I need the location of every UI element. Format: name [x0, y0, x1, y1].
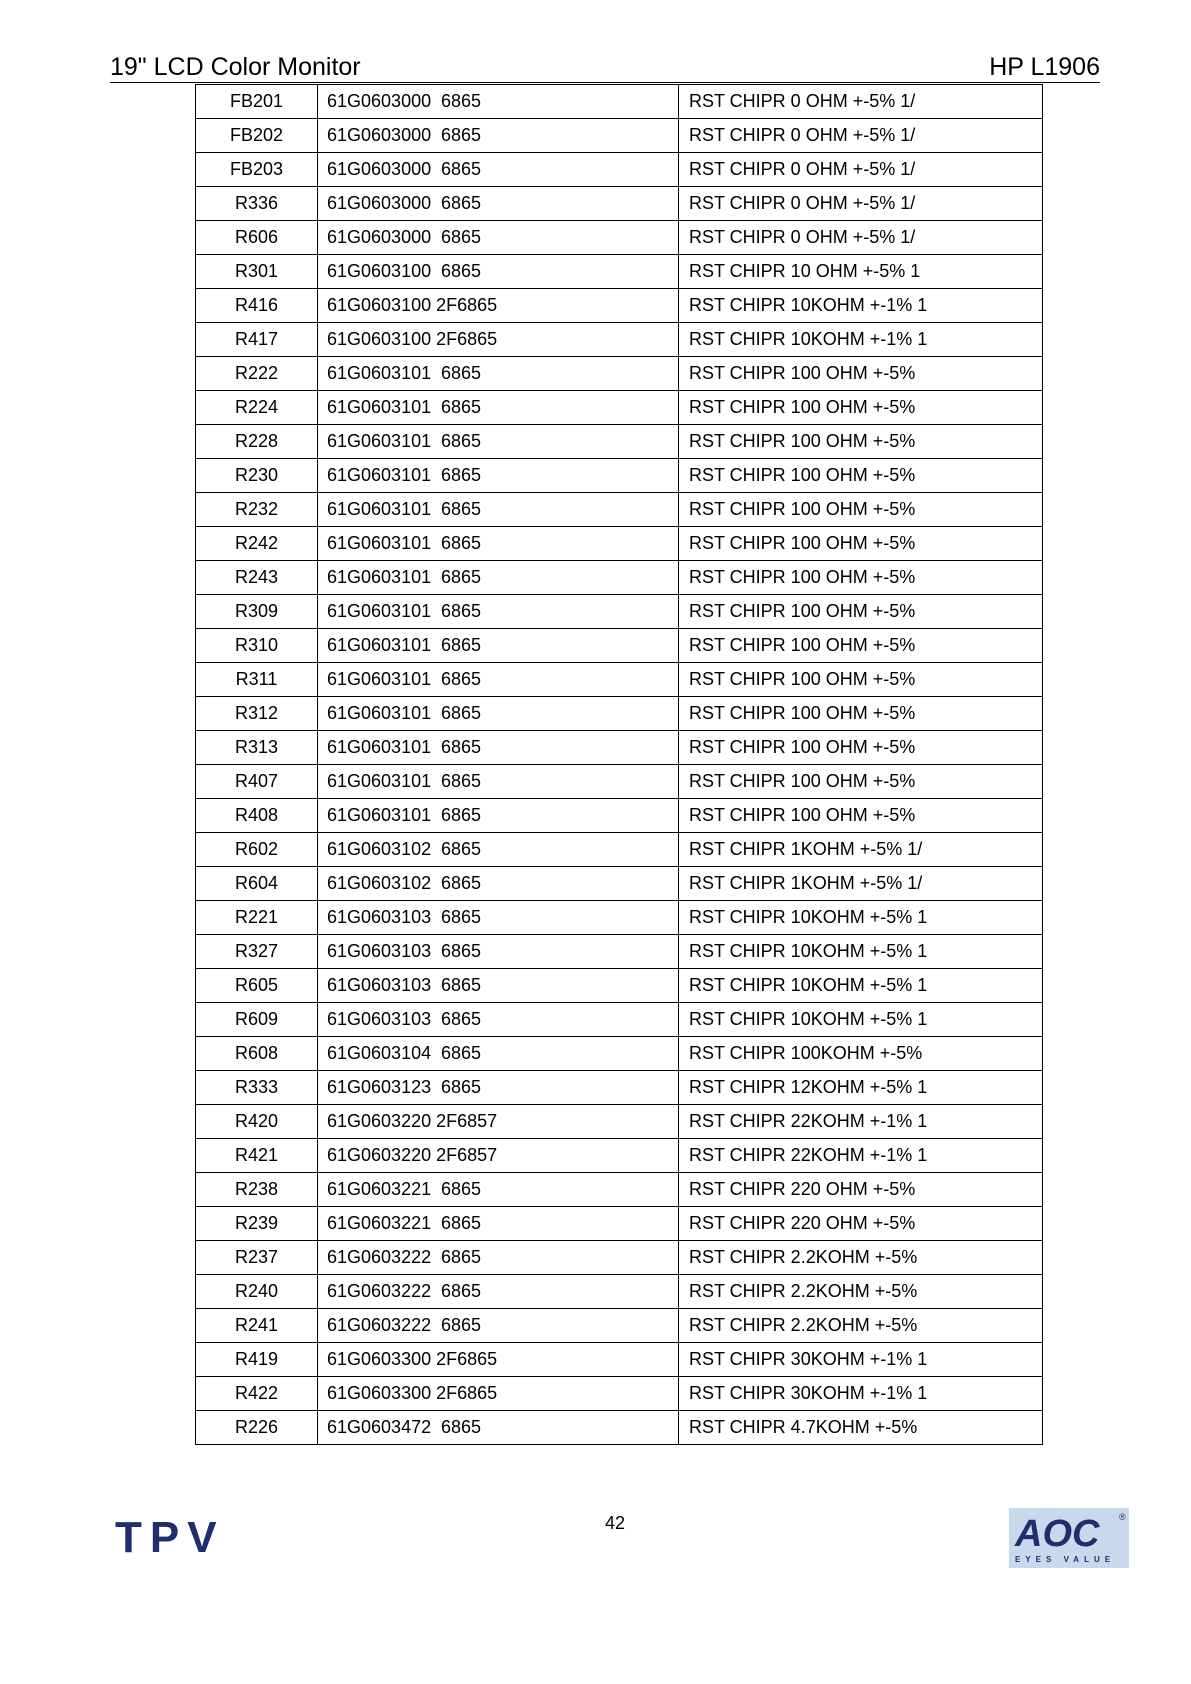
- part-number: 61G0603472: [327, 1417, 432, 1437]
- reference-cell: R224: [196, 391, 318, 425]
- description-cell: RST CHIPR 0 OHM +-5% 1/: [679, 85, 1043, 119]
- reference-cell: R333: [196, 1071, 318, 1105]
- description-cell: RST CHIPR 10KOHM +-5% 1: [679, 969, 1043, 1003]
- reference-cell: R606: [196, 221, 318, 255]
- part-number: 61G0603101: [327, 805, 432, 825]
- part-suffix: 6865: [441, 499, 482, 519]
- table-row: [196, 527, 1043, 561]
- part-suffix: 6865: [441, 1179, 482, 1199]
- reference-cell: R602: [196, 833, 318, 867]
- table-row: [196, 1003, 1043, 1037]
- description-cell: RST CHIPR 220 OHM +-5%: [679, 1207, 1043, 1241]
- part-number-cell: [318, 493, 679, 527]
- table-row: [196, 765, 1043, 799]
- reference-cell: R604: [196, 867, 318, 901]
- description-cell: RST CHIPR 100 OHM +-5%: [679, 731, 1043, 765]
- part-number-cell: [318, 765, 679, 799]
- part-number: 61G0603102: [327, 873, 432, 893]
- table-row: [196, 1275, 1043, 1309]
- part-suffix: 6865: [441, 1213, 482, 1233]
- reference-cell: R228: [196, 425, 318, 459]
- part-suffix: 6865: [441, 91, 482, 111]
- description-cell: RST CHIPR 10KOHM +-5% 1: [679, 1003, 1043, 1037]
- reference-cell: R239: [196, 1207, 318, 1241]
- part-number: 61G0603101: [327, 567, 432, 587]
- part-number-cell: [318, 1139, 679, 1173]
- table-row: [196, 119, 1043, 153]
- part-number: 61G0603100 2F6865: [327, 329, 498, 349]
- part-number: 61G0603000: [327, 193, 432, 213]
- part-number-cell: [318, 391, 679, 425]
- description-cell: RST CHIPR 10 OHM +-5% 1: [679, 255, 1043, 289]
- part-suffix: 6865: [441, 1247, 482, 1267]
- part-suffix: 6865: [441, 975, 482, 995]
- part-number: 61G0603101: [327, 499, 432, 519]
- part-number-cell: [318, 425, 679, 459]
- description-cell: RST CHIPR 100KOHM +-5%: [679, 1037, 1043, 1071]
- part-number: 61G0603101: [327, 397, 432, 417]
- table-row: [196, 1037, 1043, 1071]
- part-number: 61G0603102: [327, 839, 432, 859]
- description-cell: RST CHIPR 220 OHM +-5%: [679, 1173, 1043, 1207]
- table-row: [196, 221, 1043, 255]
- description-cell: RST CHIPR 10KOHM +-1% 1: [679, 323, 1043, 357]
- table-row: [196, 697, 1043, 731]
- table-row: [196, 629, 1043, 663]
- part-suffix: 6865: [441, 771, 482, 791]
- aoc-logo: [1009, 1508, 1129, 1568]
- table-row: [196, 153, 1043, 187]
- description-cell: RST CHIPR 30KOHM +-1% 1: [679, 1377, 1043, 1411]
- reference-cell: R605: [196, 969, 318, 1003]
- part-number-cell: [318, 187, 679, 221]
- reference-cell: R240: [196, 1275, 318, 1309]
- table-row: [196, 1105, 1043, 1139]
- part-suffix: 6865: [441, 907, 482, 927]
- reference-cell: R309: [196, 595, 318, 629]
- part-number: 61G0603101: [327, 431, 432, 451]
- table-row: [196, 1309, 1043, 1343]
- page-header: [110, 52, 1100, 83]
- part-number: 61G0603222: [327, 1281, 432, 1301]
- part-number: 61G0603101: [327, 703, 432, 723]
- table-row: [196, 357, 1043, 391]
- part-number-cell: [318, 1241, 679, 1275]
- table-row: [196, 969, 1043, 1003]
- description-cell: RST CHIPR 0 OHM +-5% 1/: [679, 119, 1043, 153]
- reference-cell: R417: [196, 323, 318, 357]
- description-cell: RST CHIPR 100 OHM +-5%: [679, 629, 1043, 663]
- part-number: 61G0603300 2F6865: [327, 1383, 498, 1403]
- reference-cell: R221: [196, 901, 318, 935]
- description-cell: RST CHIPR 100 OHM +-5%: [679, 357, 1043, 391]
- part-number: 61G0603103: [327, 907, 432, 927]
- table-row: [196, 289, 1043, 323]
- table-row: [196, 833, 1043, 867]
- reference-cell: R408: [196, 799, 318, 833]
- part-suffix: 6865: [441, 567, 482, 587]
- part-suffix: 6865: [441, 465, 482, 485]
- part-suffix: 6865: [441, 805, 482, 825]
- part-number-cell: [318, 1309, 679, 1343]
- page-number: 42: [604, 1513, 626, 1533]
- table-row: [196, 731, 1043, 765]
- aoc-tagline: EYES VALUE: [1015, 1555, 1116, 1564]
- description-cell: RST CHIPR 2.2KOHM +-5%: [679, 1241, 1043, 1275]
- part-suffix: 6865: [441, 533, 482, 553]
- reference-cell: R311: [196, 663, 318, 697]
- part-number: 61G0603300 2F6865: [327, 1349, 498, 1369]
- part-suffix: 6865: [441, 737, 482, 757]
- part-number-cell: [318, 153, 679, 187]
- part-number-cell: [318, 1003, 679, 1037]
- table-row: [196, 85, 1043, 119]
- part-number-cell: [318, 697, 679, 731]
- part-suffix: 6865: [441, 1043, 482, 1063]
- reference-cell: R327: [196, 935, 318, 969]
- description-cell: RST CHIPR 22KOHM +-1% 1: [679, 1105, 1043, 1139]
- table-row: [196, 1343, 1043, 1377]
- part-number: 61G0603101: [327, 669, 432, 689]
- part-number-cell: [318, 663, 679, 697]
- description-cell: RST CHIPR 100 OHM +-5%: [679, 799, 1043, 833]
- part-number: 61G0603220 2F6857: [327, 1111, 498, 1131]
- part-suffix: 6865: [441, 601, 482, 621]
- part-number-cell: [318, 1105, 679, 1139]
- reference-cell: R232: [196, 493, 318, 527]
- table-row: [196, 1377, 1043, 1411]
- reference-cell: R238: [196, 1173, 318, 1207]
- part-number: 61G0603000: [327, 125, 432, 145]
- table-row: [196, 1241, 1043, 1275]
- part-number-cell: [318, 527, 679, 561]
- part-number-cell: [318, 833, 679, 867]
- table-row: [196, 391, 1043, 425]
- part-number: 61G0603123: [327, 1077, 432, 1097]
- part-suffix: 6865: [441, 839, 482, 859]
- reference-cell: R230: [196, 459, 318, 493]
- table-row: [196, 595, 1043, 629]
- part-number: 61G0603000: [327, 227, 432, 247]
- part-suffix: 6865: [441, 261, 482, 281]
- table-row: [196, 459, 1043, 493]
- part-suffix: 6865: [441, 1281, 482, 1301]
- description-cell: RST CHIPR 30KOHM +-1% 1: [679, 1343, 1043, 1377]
- table-row: [196, 663, 1043, 697]
- part-number-cell: [318, 221, 679, 255]
- reference-cell: R226: [196, 1411, 318, 1445]
- part-suffix: 6865: [441, 397, 482, 417]
- aoc-logo-text: AOC: [1015, 1513, 1100, 1555]
- tpv-logo-text: TPV: [115, 1516, 225, 1556]
- table-row: [196, 187, 1043, 221]
- description-cell: RST CHIPR 0 OHM +-5% 1/: [679, 153, 1043, 187]
- description-cell: RST CHIPR 1KOHM +-5% 1/: [679, 833, 1043, 867]
- description-cell: RST CHIPR 100 OHM +-5%: [679, 561, 1043, 595]
- document-title: 19" LCD Color Monitor: [110, 53, 361, 81]
- description-cell: RST CHIPR 0 OHM +-5% 1/: [679, 221, 1043, 255]
- reference-cell: R241: [196, 1309, 318, 1343]
- reference-cell: R301: [196, 255, 318, 289]
- part-number-cell: [318, 629, 679, 663]
- part-number-cell: [318, 969, 679, 1003]
- part-number: 61G0603103: [327, 1009, 432, 1029]
- part-number: 61G0603101: [327, 533, 432, 553]
- description-cell: RST CHIPR 0 OHM +-5% 1/: [679, 187, 1043, 221]
- description-cell: RST CHIPR 10KOHM +-1% 1: [679, 289, 1043, 323]
- description-cell: RST CHIPR 4.7KOHM +-5%: [679, 1411, 1043, 1445]
- description-cell: RST CHIPR 100 OHM +-5%: [679, 527, 1043, 561]
- part-suffix: 6865: [441, 1009, 482, 1029]
- reference-cell: R243: [196, 561, 318, 595]
- table-row: [196, 1071, 1043, 1105]
- reference-cell: R407: [196, 765, 318, 799]
- table-row: [196, 935, 1043, 969]
- part-number-cell: [318, 255, 679, 289]
- part-suffix: 6865: [441, 193, 482, 213]
- reference-cell: R310: [196, 629, 318, 663]
- reference-cell: FB201: [196, 85, 318, 119]
- part-number: 61G0603103: [327, 975, 432, 995]
- parts-table-body: [196, 85, 1043, 1445]
- part-number: 61G0603104: [327, 1043, 432, 1063]
- part-suffix: 6865: [441, 1315, 482, 1335]
- description-cell: RST CHIPR 100 OHM +-5%: [679, 595, 1043, 629]
- reference-cell: R312: [196, 697, 318, 731]
- part-suffix: 6865: [441, 1077, 482, 1097]
- part-number: 61G0603101: [327, 601, 432, 621]
- part-number-cell: [318, 1411, 679, 1445]
- reference-cell: R608: [196, 1037, 318, 1071]
- part-number: 61G0603000: [327, 91, 432, 111]
- part-number: 61G0603220 2F6857: [327, 1145, 498, 1165]
- part-number-cell: [318, 1173, 679, 1207]
- part-number: 61G0603222: [327, 1315, 432, 1335]
- part-number: 61G0603101: [327, 635, 432, 655]
- part-suffix: 6865: [441, 669, 482, 689]
- part-suffix: 6865: [441, 873, 482, 893]
- table-row: [196, 1173, 1043, 1207]
- part-suffix: 6865: [441, 159, 482, 179]
- part-number: 61G0603101: [327, 465, 432, 485]
- part-suffix: 6865: [441, 635, 482, 655]
- part-number: 61G0603101: [327, 363, 432, 383]
- part-number-cell: [318, 1207, 679, 1241]
- reference-cell: R237: [196, 1241, 318, 1275]
- tpv-logo: [115, 1516, 241, 1556]
- part-number: 61G0603222: [327, 1247, 432, 1267]
- part-number-cell: [318, 867, 679, 901]
- part-number: 61G0603101: [327, 737, 432, 757]
- description-cell: RST CHIPR 100 OHM +-5%: [679, 493, 1043, 527]
- description-cell: RST CHIPR 2.2KOHM +-5%: [679, 1275, 1043, 1309]
- aoc-registered-mark: ®: [1119, 1512, 1126, 1522]
- part-number: 61G0603000: [327, 159, 432, 179]
- reference-cell: FB203: [196, 153, 318, 187]
- part-suffix: 6865: [441, 1417, 482, 1437]
- part-number-cell: [318, 1071, 679, 1105]
- table-row: [196, 255, 1043, 289]
- description-cell: RST CHIPR 100 OHM +-5%: [679, 765, 1043, 799]
- table-row: [196, 1139, 1043, 1173]
- part-suffix: 6865: [441, 125, 482, 145]
- reference-cell: R609: [196, 1003, 318, 1037]
- part-suffix: 6865: [441, 227, 482, 247]
- description-cell: RST CHIPR 12KOHM +-5% 1: [679, 1071, 1043, 1105]
- description-cell: RST CHIPR 100 OHM +-5%: [679, 425, 1043, 459]
- model-name: HP L1906: [989, 53, 1100, 81]
- part-number-cell: [318, 1377, 679, 1411]
- description-cell: RST CHIPR 100 OHM +-5%: [679, 697, 1043, 731]
- part-number-cell: [318, 357, 679, 391]
- reference-cell: R222: [196, 357, 318, 391]
- part-number-cell: [318, 85, 679, 119]
- part-number-cell: [318, 561, 679, 595]
- part-number-cell: [318, 901, 679, 935]
- description-cell: RST CHIPR 100 OHM +-5%: [679, 459, 1043, 493]
- description-cell: RST CHIPR 2.2KOHM +-5%: [679, 1309, 1043, 1343]
- table-row: [196, 799, 1043, 833]
- table-row: [196, 425, 1043, 459]
- table-row: [196, 901, 1043, 935]
- part-suffix: 6865: [441, 363, 482, 383]
- table-row: [196, 561, 1043, 595]
- reference-cell: R421: [196, 1139, 318, 1173]
- part-number-cell: [318, 595, 679, 629]
- part-number-cell: [318, 459, 679, 493]
- table-row: [196, 493, 1043, 527]
- part-number: 61G0603221: [327, 1213, 432, 1233]
- description-cell: RST CHIPR 22KOHM +-1% 1: [679, 1139, 1043, 1173]
- part-number-cell: [318, 323, 679, 357]
- reference-cell: R416: [196, 289, 318, 323]
- part-number-cell: [318, 289, 679, 323]
- part-number-cell: [318, 731, 679, 765]
- part-number: 61G0603101: [327, 771, 432, 791]
- reference-cell: R420: [196, 1105, 318, 1139]
- part-number-cell: [318, 935, 679, 969]
- reference-cell: R242: [196, 527, 318, 561]
- description-cell: RST CHIPR 10KOHM +-5% 1: [679, 935, 1043, 969]
- table-row: [196, 1207, 1043, 1241]
- reference-cell: R419: [196, 1343, 318, 1377]
- part-number-cell: [318, 1343, 679, 1377]
- part-suffix: 6865: [441, 941, 482, 961]
- part-number: 61G0603100: [327, 261, 432, 281]
- parts-table: [195, 84, 1043, 1445]
- table-row: [196, 323, 1043, 357]
- reference-cell: R422: [196, 1377, 318, 1411]
- description-cell: RST CHIPR 10KOHM +-5% 1: [679, 901, 1043, 935]
- part-number: 61G0603221: [327, 1179, 432, 1199]
- table-row: [196, 867, 1043, 901]
- part-number: 61G0603100 2F6865: [327, 295, 498, 315]
- part-number-cell: [318, 1037, 679, 1071]
- part-number-cell: [318, 119, 679, 153]
- description-cell: RST CHIPR 1KOHM +-5% 1/: [679, 867, 1043, 901]
- reference-cell: R313: [196, 731, 318, 765]
- part-suffix: 6865: [441, 431, 482, 451]
- table-row: [196, 1411, 1043, 1445]
- part-suffix: 6865: [441, 703, 482, 723]
- description-cell: RST CHIPR 100 OHM +-5%: [679, 391, 1043, 425]
- reference-cell: FB202: [196, 119, 318, 153]
- description-cell: RST CHIPR 100 OHM +-5%: [679, 663, 1043, 697]
- part-number-cell: [318, 799, 679, 833]
- part-number: 61G0603103: [327, 941, 432, 961]
- part-number-cell: [318, 1275, 679, 1309]
- reference-cell: R336: [196, 187, 318, 221]
